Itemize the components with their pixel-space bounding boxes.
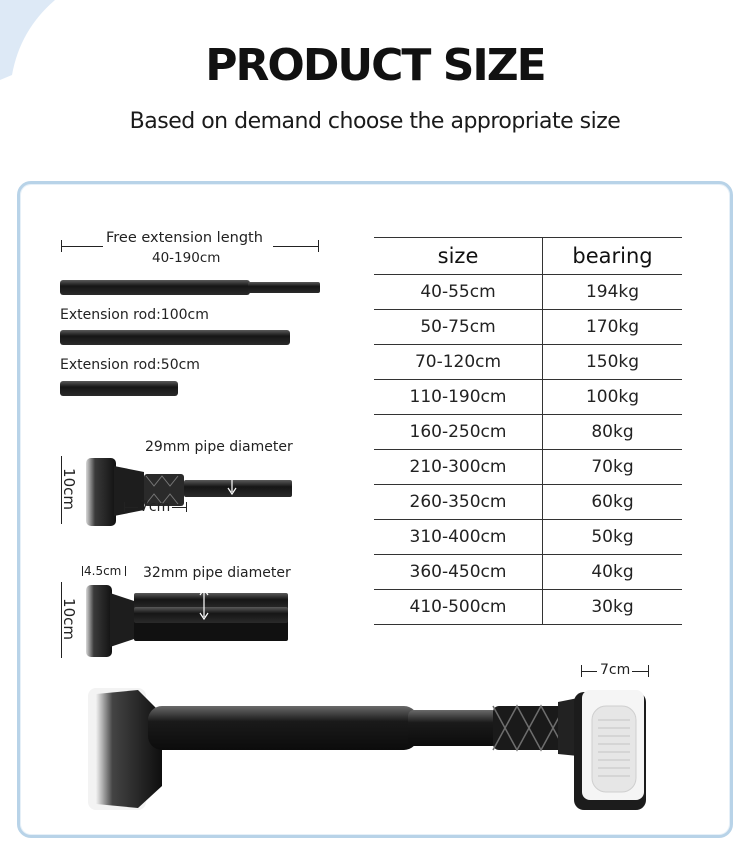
size-cell: 360-450cm <box>374 555 543 590</box>
pipe-29-end-image <box>84 456 294 528</box>
size-cell: 260-350cm <box>374 485 543 520</box>
size-bearing-table <box>374 237 682 625</box>
grip-tick-right <box>186 502 187 512</box>
table-row <box>374 345 682 380</box>
bearing-cell: 70kg <box>543 450 683 485</box>
pad-dimline-right <box>632 671 648 672</box>
free-extension-label: Free extension length <box>106 230 263 246</box>
bearing-cell: 100kg <box>543 380 683 415</box>
bearing-cell: 170kg <box>543 310 683 345</box>
full-product-image <box>88 684 648 814</box>
dimension-tick-right <box>318 240 319 252</box>
header-bearing: bearing <box>543 238 683 275</box>
bearing-cell: 194kg <box>543 275 683 310</box>
table-header-row <box>374 238 682 275</box>
size-cell: 410-500cm <box>374 590 543 625</box>
extension-rod-100-label: Extension rod:100cm <box>60 307 209 323</box>
extension-rod-100-image <box>60 329 292 347</box>
table-row <box>374 590 682 625</box>
table-row <box>374 380 682 415</box>
cap-4-5cm-label: 4.5cm <box>84 564 122 578</box>
free-extension-range: 40-190cm <box>152 250 221 266</box>
size-cell: 110-190cm <box>374 380 543 415</box>
page-title: PRODUCT SIZE <box>205 40 545 91</box>
height-10cm-label-b: 10cm <box>59 598 78 640</box>
size-cell: 70-120cm <box>374 345 543 380</box>
bearing-cell: 50kg <box>543 520 683 555</box>
size-cell: 310-400cm <box>374 520 543 555</box>
size-cell: 160-250cm <box>374 415 543 450</box>
pipe-32-label: 32mm pipe diameter <box>143 565 291 581</box>
pad-7cm-label: 7cm <box>600 662 631 678</box>
bearing-cell: 30kg <box>543 590 683 625</box>
bearing-cell: 150kg <box>543 345 683 380</box>
dimension-line-left <box>61 246 103 247</box>
size-cell: 40-55cm <box>374 275 543 310</box>
table-row <box>374 415 682 450</box>
grip-dimline-right <box>172 507 186 508</box>
table-row <box>374 555 682 590</box>
grip-7cm-label: 7cm <box>140 499 171 515</box>
header-size: size <box>374 238 543 275</box>
height-10cm-label-a: 10cm <box>59 468 78 510</box>
bearing-cell: 80kg <box>543 415 683 450</box>
page-subtitle: Based on demand choose the appropriate size <box>129 109 621 134</box>
bearing-cell: 40kg <box>543 555 683 590</box>
cap-tick-left <box>82 566 83 576</box>
size-cell: 210-300cm <box>374 450 543 485</box>
pad-dimline-left <box>581 671 597 672</box>
cap-tick-right <box>125 566 126 576</box>
pad-tick-right <box>648 665 649 677</box>
table-row <box>374 485 682 520</box>
grip-dimline-left <box>124 507 138 508</box>
pipe-29-label: 29mm pipe diameter <box>145 439 293 455</box>
extension-rod-50-label: Extension rod:50cm <box>60 357 200 373</box>
extension-rod-50-image <box>60 380 180 398</box>
table-row <box>374 310 682 345</box>
size-cell: 50-75cm <box>374 310 543 345</box>
telescopic-rod-image <box>60 278 322 298</box>
table-row <box>374 520 682 555</box>
table-row <box>374 275 682 310</box>
dimension-line-right <box>273 246 319 247</box>
table-row <box>374 450 682 485</box>
bearing-cell: 60kg <box>543 485 683 520</box>
pipe-32-end-image <box>84 583 294 659</box>
